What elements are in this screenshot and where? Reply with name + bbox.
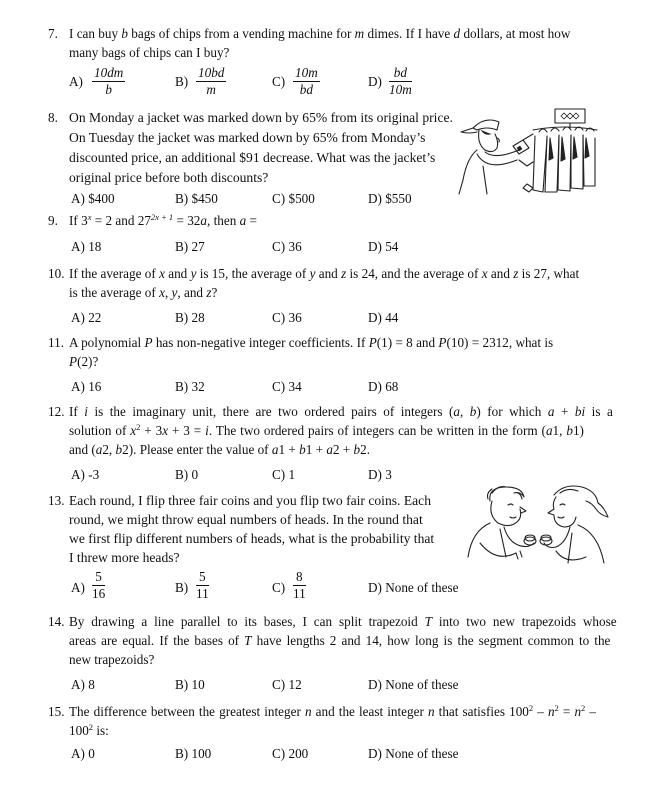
text-segment: , then	[207, 213, 240, 228]
option-label: A)	[69, 74, 83, 89]
option-d[interactable]	[368, 580, 458, 596]
option-label: D)	[368, 580, 382, 595]
option-c[interactable]: C) 1	[272, 467, 296, 482]
numerator: 10dm	[94, 65, 124, 80]
option-b[interactable]: B) 100	[175, 746, 212, 761]
option-b-fraction	[196, 66, 226, 97]
option-label: D)	[368, 74, 382, 89]
question-text-line-3: and (a2, b2). Please enter the value of a1 + b1 + a2 + b2.	[69, 442, 371, 457]
option-b-fraction	[196, 570, 209, 601]
question-text-line-1: If i is the imaginary unit, there are two ordered pairs of integers (a, b) for which a + bi is a	[69, 404, 613, 419]
option-a[interactable]: A) 8	[71, 677, 95, 692]
question-number: 8.	[48, 110, 58, 125]
option-c[interactable]	[272, 580, 285, 596]
question-text-line-1: A polynomial P has non-negative integer coefficients. If P(1) = 8 and P(10) = 2312, what is	[69, 335, 554, 350]
option-a[interactable]: A) 0	[71, 746, 95, 761]
option-b[interactable]	[175, 74, 188, 90]
option-c-fraction	[293, 66, 320, 97]
option-c[interactable]: C) 36	[272, 310, 302, 325]
question-text-line-1: The difference between the greatest integer n and the least integer n that satisfies $100^2 - n^2 = n^2$ –	[69, 703, 596, 719]
question-text-line-1: By drawing a line parallel to its bases, I can split trapezoid T into two new trapezoids whose	[69, 614, 617, 629]
question-text-line-2: round, we might throw equal numbers of heads. In the round that	[69, 512, 423, 527]
denominator: 11	[196, 586, 209, 601]
question-text-line-1: On Monday a jacket was marked down by 65% from its original price.	[69, 110, 453, 125]
option-text: None of these	[385, 580, 459, 595]
numerator: 10bd	[198, 65, 225, 80]
question-number: 11.	[48, 335, 64, 350]
option-d[interactable]	[368, 74, 382, 90]
exponent: 2x + 1	[150, 212, 174, 222]
question-text-line-4: I threw more heads?	[69, 550, 180, 565]
option-d[interactable]: D) None of these	[368, 677, 459, 692]
option-label: C)	[272, 580, 286, 595]
question-text-line-1: I can buy b bags of chips from a vending machine for m dimes. If I have d dollars, at most how	[69, 26, 571, 41]
question-text-line-2: many bags of chips can I buy?	[69, 45, 230, 60]
option-b[interactable]: B) 27	[175, 239, 205, 254]
jacket-shopper-illustration	[455, 104, 600, 196]
option-d[interactable]: D) None of these	[368, 746, 459, 761]
question-number: 9.	[48, 213, 58, 228]
numerator: 8	[293, 570, 306, 586]
question-text-line-1: Each round, I flip three fair coins and you flip two fair coins. Each	[69, 493, 431, 508]
exponent: x	[87, 212, 92, 222]
option-label: C)	[272, 74, 286, 89]
option-c[interactable]	[272, 74, 285, 90]
numerator: 5	[196, 570, 209, 586]
question-number: 15.	[48, 704, 65, 719]
question-text-line-2: solution of $x^2 + 3x + 3 = i$. The two ordered pairs of integers can be written in the form (a1, b1)	[69, 422, 584, 438]
option-c[interactable]: C) 200	[272, 746, 309, 761]
option-a[interactable]: A) 18	[71, 239, 102, 254]
question-number: 14.	[48, 614, 65, 629]
option-a-fraction	[92, 66, 125, 97]
option-d[interactable]: D) 3	[368, 467, 392, 482]
text-segment: = 32	[173, 213, 201, 228]
question-text-line-3: new trapezoids?	[69, 652, 155, 667]
text-segment: =	[246, 213, 257, 228]
variable: a	[239, 213, 247, 228]
option-c-fraction	[293, 570, 306, 601]
option-a[interactable]	[69, 74, 83, 90]
option-d-fraction	[389, 66, 412, 97]
option-a[interactable]	[71, 580, 85, 596]
option-a[interactable]: A) 22	[71, 310, 102, 325]
denominator: bd	[299, 82, 313, 97]
question-text-line-1: If $3^x = 2$ and $27^{2x + 1} = 32a$, then a =	[69, 212, 257, 228]
question-text-line-2: $100^2$ is:	[69, 722, 109, 738]
option-a-fraction	[92, 570, 105, 601]
option-d[interactable]: D) 54	[368, 239, 399, 254]
question-number: 10.	[48, 266, 65, 281]
coin-flippers-illustration	[460, 483, 610, 568]
option-b[interactable]: B) $450	[175, 191, 218, 206]
question-number: 13.	[48, 493, 65, 508]
text-segment: = 2 and 27	[91, 213, 151, 228]
option-label: B)	[175, 580, 189, 595]
option-c[interactable]: C) 36	[272, 239, 302, 254]
numerator: 10m	[295, 65, 318, 80]
option-d[interactable]: D) 68	[368, 379, 399, 394]
option-b[interactable]	[175, 580, 188, 596]
option-b[interactable]: B) 32	[175, 379, 205, 394]
option-c[interactable]: C) 34	[272, 379, 302, 394]
option-d[interactable]: D) $550	[368, 191, 412, 206]
option-a[interactable]: A) $400	[71, 191, 115, 206]
base: 3	[81, 213, 88, 228]
option-a[interactable]: A) -3	[71, 467, 100, 482]
question-number: 7.	[48, 26, 58, 41]
denominator: m	[206, 82, 216, 97]
question-text-line-3: we first flip different numbers of heads, what is the probability that	[69, 531, 435, 546]
option-b[interactable]: B) 28	[175, 310, 205, 325]
option-a[interactable]: A) 16	[71, 379, 102, 394]
option-c[interactable]: C) 12	[272, 677, 302, 692]
question-text-line-2: areas are equal. If the bases of T have lengths 2 and 14, how long is the segment common to the	[69, 633, 611, 648]
question-text-line-1: If the average of x and y is 15, the average of y and z is 24, and the average of x and z is 27, what	[69, 266, 580, 281]
numerator: bd	[389, 66, 412, 82]
variable: a	[200, 213, 207, 228]
question-text-line-2: P(2)?	[69, 354, 99, 369]
question-text-line-3: discounted price, an additional $91 decrease. What was the jacket’s	[69, 150, 436, 165]
option-label: B)	[175, 74, 189, 89]
option-label: A)	[71, 580, 85, 595]
option-b[interactable]: B) 10	[175, 677, 205, 692]
question-number: 12.	[48, 404, 65, 419]
question-text-line-4: original price before both discounts?	[69, 170, 269, 185]
numerator: 5	[92, 570, 105, 586]
question-text-line-2: On Tuesday the jacket was marked down by 65% from Monday’s	[69, 130, 426, 145]
denominator: 16	[92, 586, 106, 601]
option-b[interactable]: B) 0	[175, 467, 199, 482]
denominator: b	[105, 82, 112, 97]
question-text-line-2: is the average of x, y, and z?	[69, 285, 218, 300]
option-c[interactable]: C) $500	[272, 191, 315, 206]
denominator: 11	[293, 586, 306, 601]
denominator: 10m	[389, 82, 412, 97]
option-d[interactable]: D) 44	[368, 310, 399, 325]
